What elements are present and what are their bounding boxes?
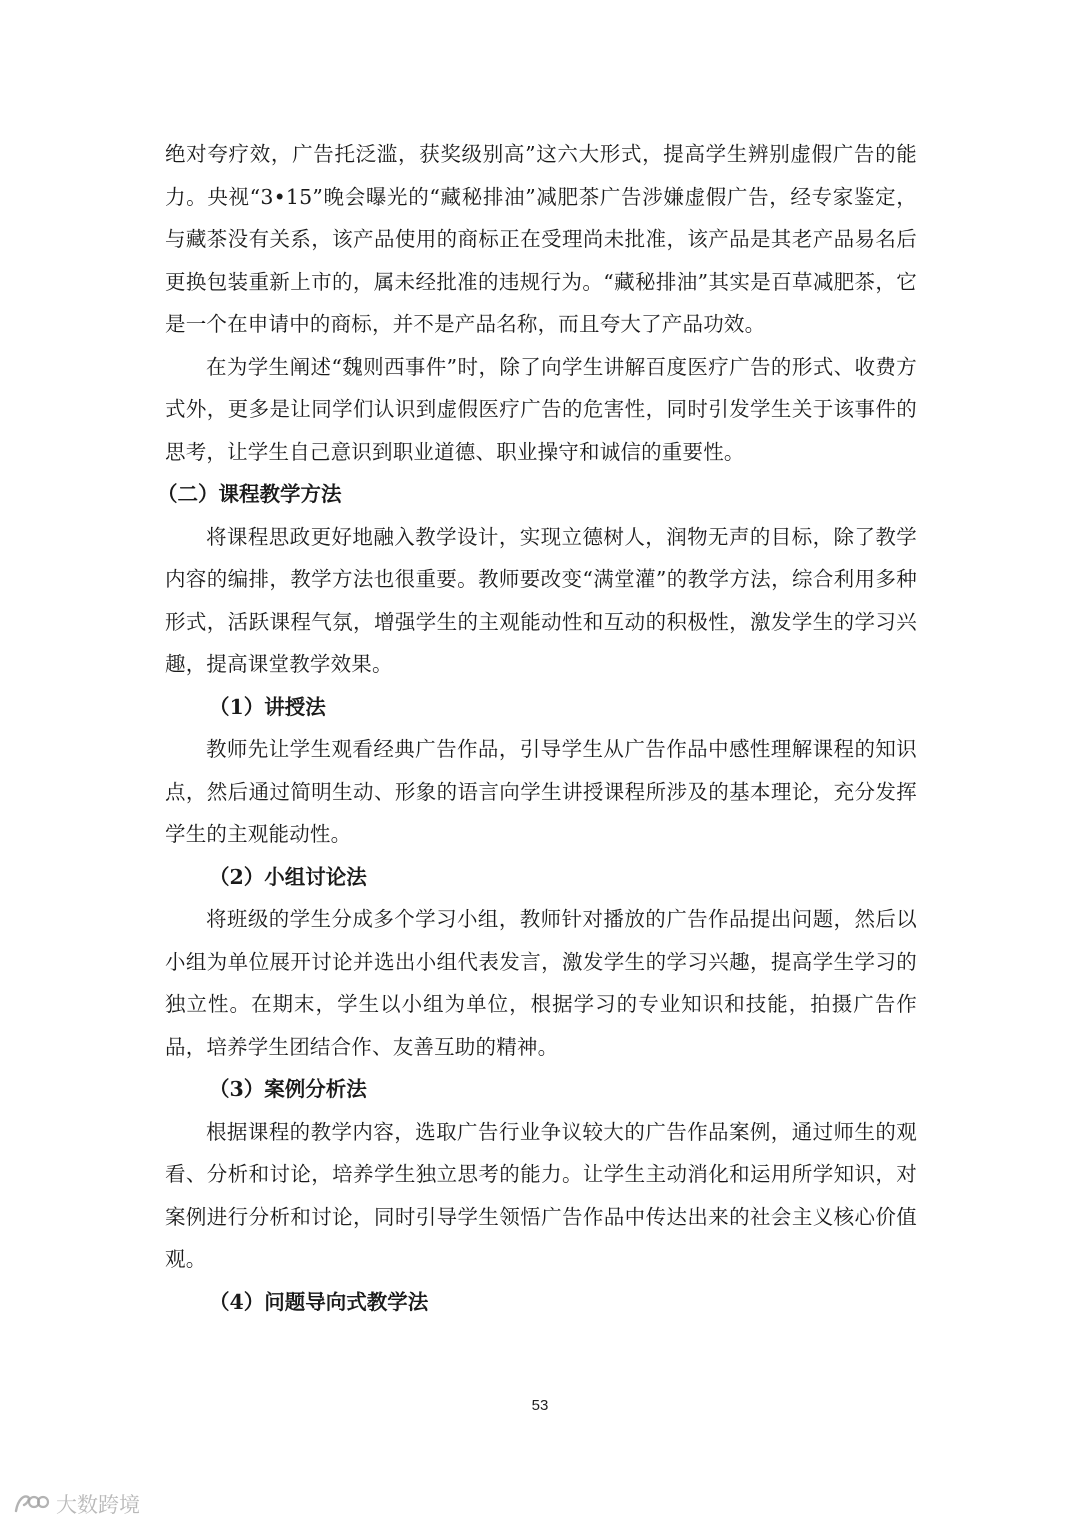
method-heading-case-analysis: （3）案例分析法 — [209, 1077, 367, 1101]
method-heading-group-discussion: （2）小组讨论法 — [209, 864, 367, 889]
section-heading: （二）课程教学方法 — [157, 482, 342, 506]
method-text-group-discussion: 将班级的学生分成多个学习小组，教师针对播放的广告作品提出问题，然后以小组为单位展开讨论并选出小组代表发言，激发学生的学习兴趣，提高学生学习的独立性。在期末，学生以小组为单位，根据学习的专业知识和技能，拍摄广告作品，培养学生团结合作、友善互助的精神。 — [165, 907, 917, 1059]
paragraph-weizexi: 在为学生阐述“魏则西事件”时，除了向学生讲解百度医疗广告的形式、收费方式外，更多是让同学们认识到虚假医疗广告的危害性，同时引发学生关于该事件的思考，让学生自己意识到职业道德、职业操守和诚信的重要性。 — [165, 354, 917, 464]
watermark-text: 大数跨境 — [56, 1493, 140, 1517]
method-text-lecture: 教师先让学生观看经典广告作品，引导学生从广告作品中感性理解课程的知识点，然后通过简明生动、形象的语言向学生讲授课程所涉及的基本理论，充分发挥学生的主观能动性。 — [165, 737, 917, 846]
page-number: 53 — [531, 1397, 549, 1414]
document-body — [157, 133, 917, 1323]
method-text-case-analysis: 根据课程的教学内容，选取广告行业争议较大的广告作品案例，通过师生的观看、分析和讨论，培养学生独立思考的能力。让学生主动消化和运用所学知识，对案例进行分析和讨论，同时引导学生领悟广告作品中传达出来的社会主义核心价值观。 — [165, 1119, 917, 1271]
method-heading-problem-oriented: （4）问题导向式教学法 — [209, 1289, 429, 1314]
section-intro: 将课程思政更好地融入教学设计，实现立德树人，润物无声的目标，除了教学内容的编排，教学方法也很重要。教师要改变“满堂灌”的教学方法，综合利用多种形式，活跃课程气氛，增强学生的主观能动性和互动的积极性，激发学生的学习兴趣，提高课堂教学效果。 — [165, 524, 917, 676]
method-heading-lecture: （1）讲授法 — [209, 694, 326, 719]
logo-icon — [12, 1491, 50, 1517]
watermark — [12, 1489, 140, 1519]
paragraph-continuation: 绝对夸疗效，广告托泛滥，获奖级别高”这六大形式，提高学生辨别虚假广告的能力。央视“3•15”晚会曝光的“藏秘排油”减肥茶广告涉嫌虚假广告，经专家鉴定，与藏茶没有关系，该产品使用的商标正在受理尚未批准，该产品是其老产品易名后更换包装重新上市的，属未经批准的违规行为。“藏秘排油”其实是百草减肥茶，它是一个在申请中的商标，并不是产品名称，而且夸大了产品功效。 — [165, 142, 917, 336]
